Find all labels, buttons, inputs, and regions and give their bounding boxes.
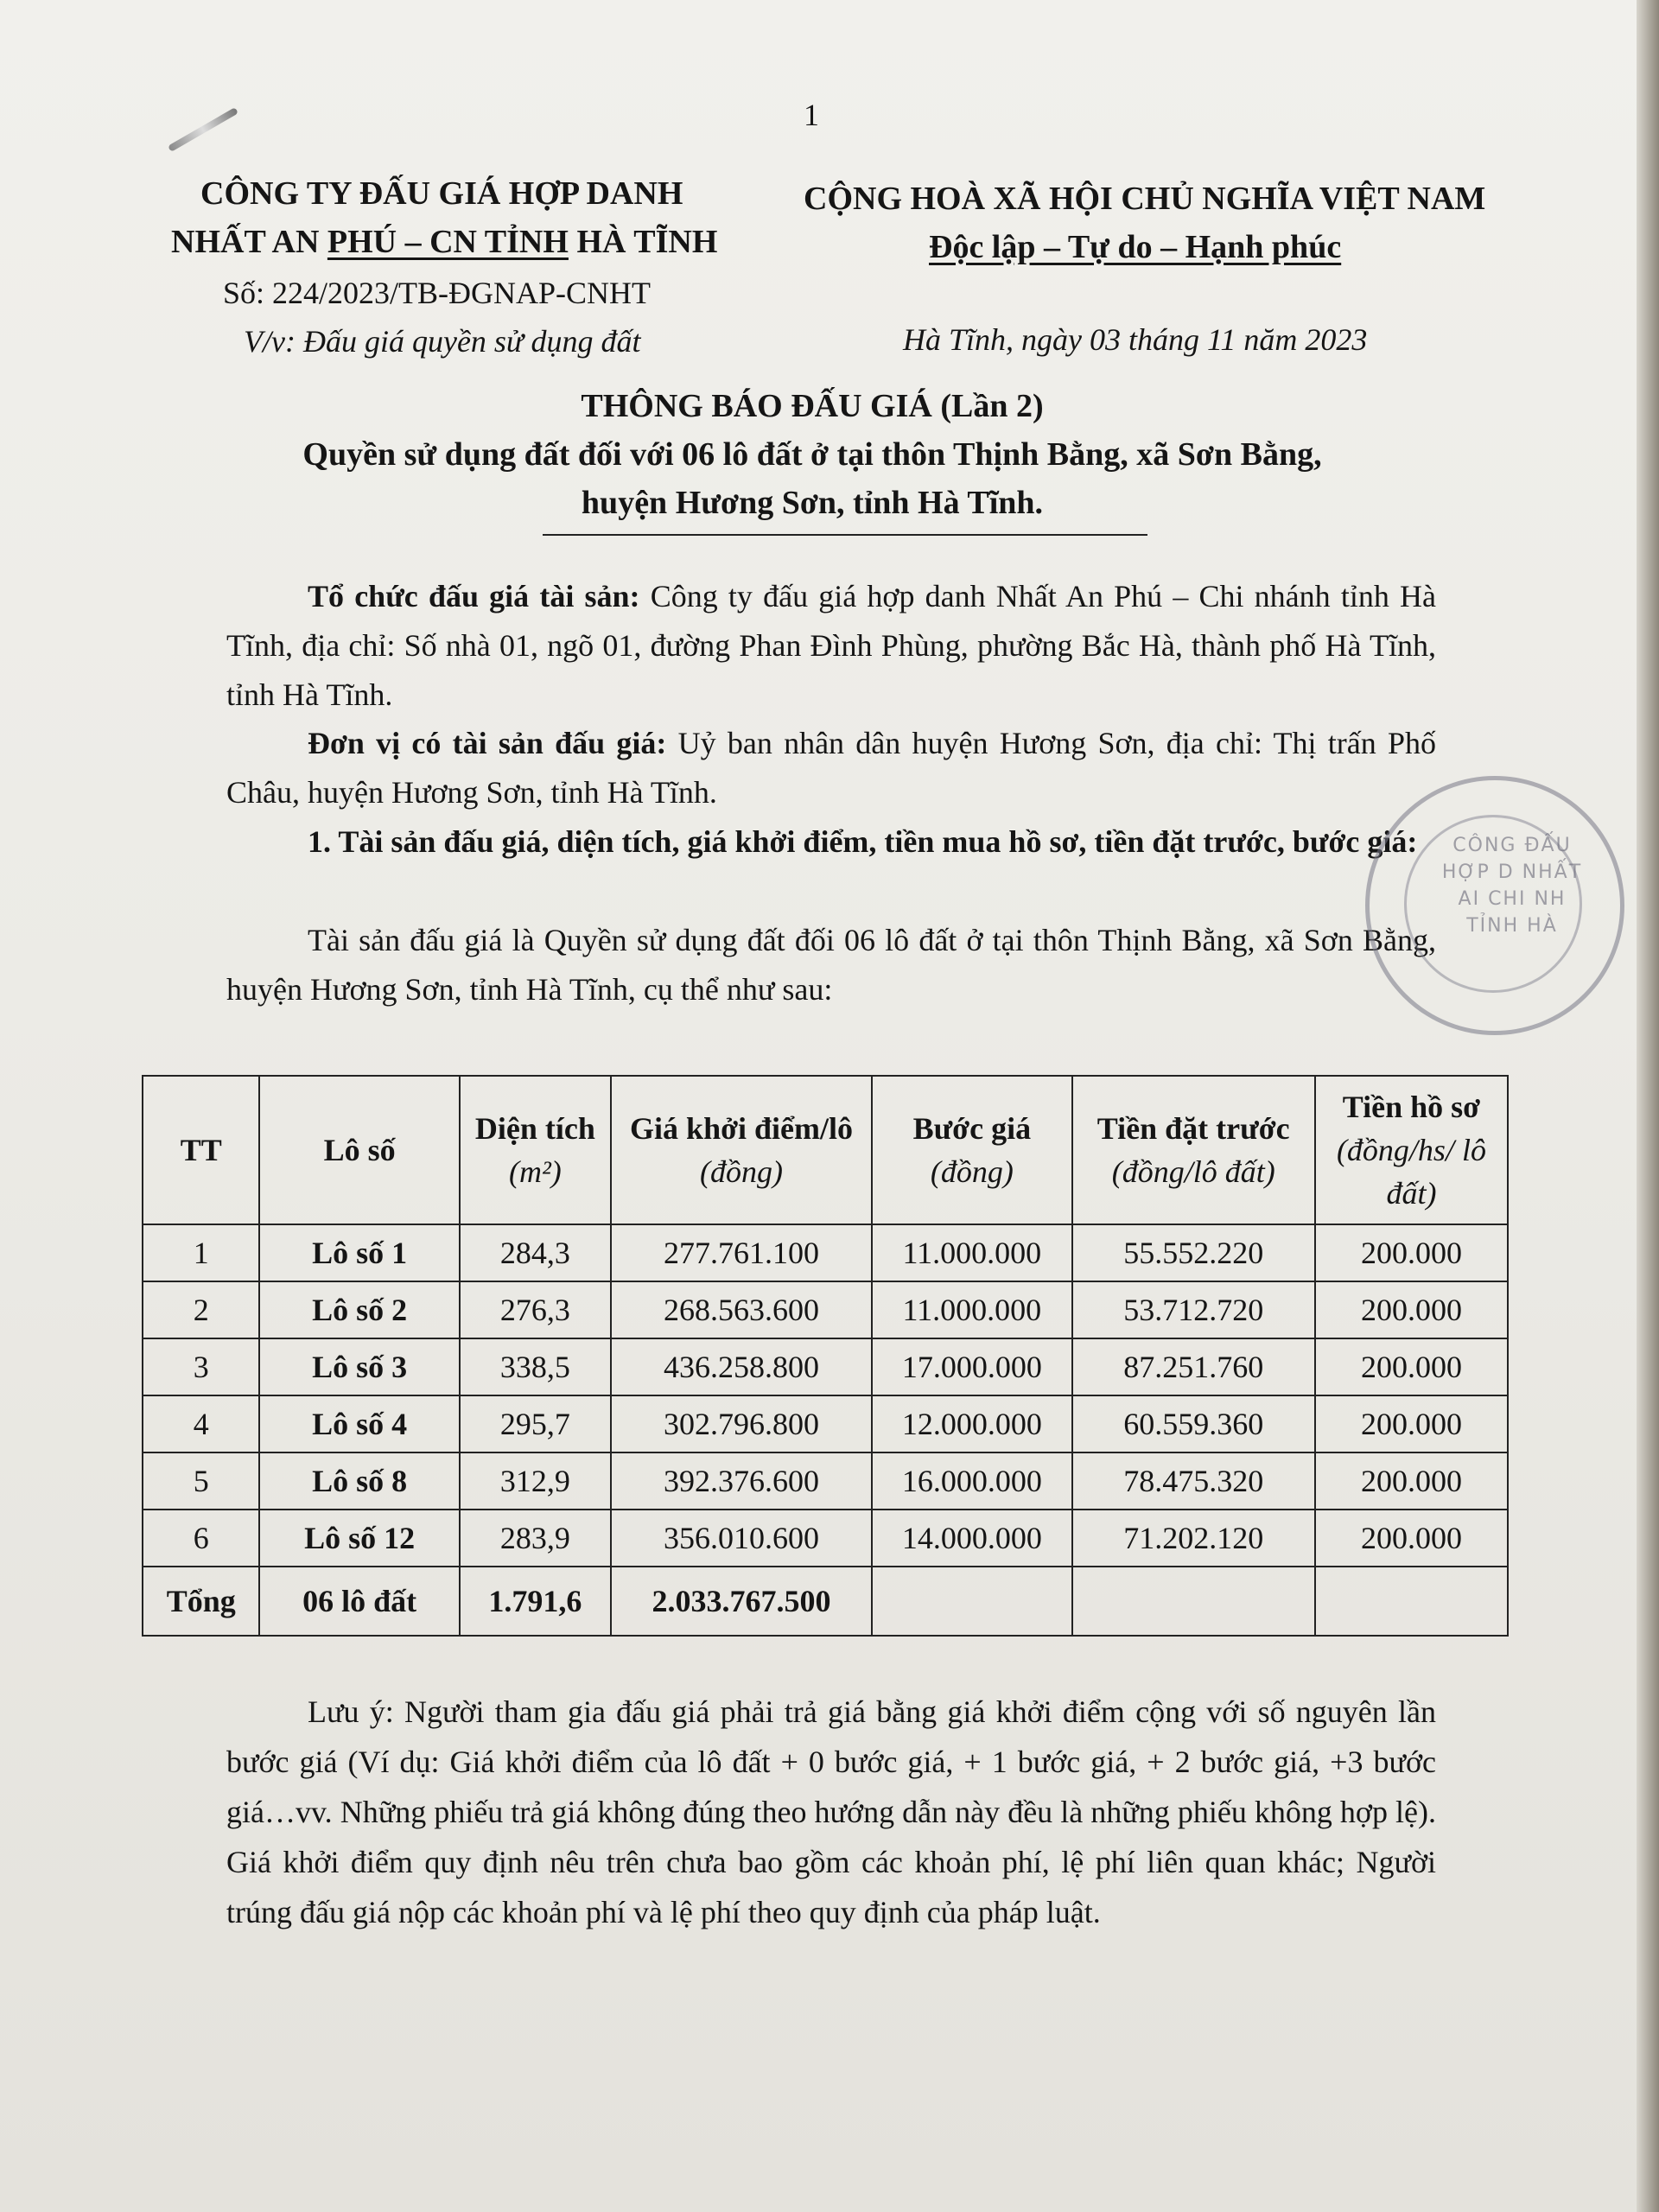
- cell-area: 283,9: [460, 1510, 611, 1567]
- cell-area: 276,3: [460, 1281, 611, 1338]
- cell-price: 277.761.100: [611, 1224, 872, 1281]
- cell-price: 392.376.600: [611, 1452, 872, 1510]
- cell-lot: Lô số 2: [259, 1281, 459, 1338]
- cell-deposit: 55.552.220: [1072, 1224, 1315, 1281]
- header-start-price: Giá khởi điểm/lô (đồng): [611, 1076, 872, 1224]
- company-name-underlined: PHÚ – CN TỈNH: [327, 224, 569, 260]
- cell-fee: 200.000: [1315, 1452, 1508, 1510]
- cell-tt: 6: [143, 1510, 259, 1567]
- total-label: Tổng: [143, 1567, 259, 1636]
- page-number: 1: [804, 98, 819, 132]
- notice-subtitle-line1: Quyền sử dụng đất đối với 06 lô đất ở tại thôn Thịnh Bằng, xã Sơn Bằng,: [302, 436, 1322, 473]
- company-name-part1: NHẤT AN: [171, 224, 327, 260]
- cell-tt: 5: [143, 1452, 259, 1510]
- notice-title: THÔNG BÁO ĐẤU GIÁ (Lần 2): [581, 388, 1044, 424]
- header-deposit: Tiền đặt trước (đồng/lô đất): [1072, 1076, 1315, 1224]
- header-lot: Lô số: [259, 1076, 459, 1224]
- cell-area: 312,9: [460, 1452, 611, 1510]
- section1-heading: 1. Tài sản đấu giá, diện tích, giá khởi điểm, tiền mua hồ sơ, tiền đặt trước, bước giá:: [308, 824, 1418, 859]
- lots-table: [142, 1075, 1509, 1637]
- place-and-date: Hà Tĩnh, ngày 03 tháng 11 năm 2023: [903, 322, 1368, 357]
- company-name-line1: CÔNG TY ĐẤU GIÁ HỢP DANH: [200, 175, 683, 212]
- cell-tt: 2: [143, 1281, 259, 1338]
- official-stamp: [1365, 776, 1624, 1035]
- owner-text: Uỷ ban nhân dân huyện Hương Sơn, địa chỉ: Thị trấn Phố Châu, huyện Hương Sơn, tỉnh Hà Tĩnh.: [226, 726, 1436, 810]
- table-row: [143, 1281, 1508, 1338]
- total-price: 2.033.767.500: [611, 1567, 872, 1636]
- cell-area: 338,5: [460, 1338, 611, 1395]
- notice-subtitle-line2: huyện Hương Sơn, tỉnh Hà Tĩnh.: [581, 485, 1044, 521]
- organizer-text: Công ty đấu giá hợp danh Nhất An Phú – Chi nhánh tỉnh Hà Tĩnh, địa chỉ: Số nhà 01, ngõ 01, đường Phan Đình Phùng, phường Bắc Hà, thành phố Hà Tĩnh, tỉnh Hà Tĩnh.: [226, 579, 1436, 712]
- total-area: 1.791,6: [460, 1567, 611, 1636]
- header-price-step: Bước giá (đồng): [872, 1076, 1071, 1224]
- cell-step: 11.000.000: [872, 1281, 1071, 1338]
- cell-deposit: 78.475.320: [1072, 1452, 1315, 1510]
- cell-deposit: 71.202.120: [1072, 1510, 1315, 1567]
- total-lots: 06 lô đất: [259, 1567, 459, 1636]
- document-subject: V/v: Đấu giá quyền sử dụng đất: [244, 324, 641, 359]
- cell-deposit: 60.559.360: [1072, 1395, 1315, 1452]
- cell-lot: Lô số 3: [259, 1338, 459, 1395]
- table-header-row: [143, 1076, 1508, 1224]
- header-dossier-fee: Tiền hồ sơ (đồng/hs/ lô đất): [1315, 1076, 1508, 1224]
- table-row: [143, 1452, 1508, 1510]
- national-motto: Độc lập – Tự do – Hạnh phúc: [929, 229, 1342, 265]
- cell-tt: 4: [143, 1395, 259, 1452]
- header-tt: TT: [143, 1076, 259, 1224]
- cell-price: 268.563.600: [611, 1281, 872, 1338]
- cell-tt: 1: [143, 1224, 259, 1281]
- header-area: Diện tích (m²): [460, 1076, 611, 1224]
- cell-area: 284,3: [460, 1224, 611, 1281]
- note-paragraph: Lưu ý: Người tham gia đấu giá phải trả giá bằng giá khởi điểm cộng với số nguyên lần bước giá (Ví dụ: Giá khởi điểm của lô đất + 0 bước giá, + 1 bước giá, + 2 bước giá, +3 bước giá…vv. Những phiếu trả giá không đúng theo hướng dẫn này đều là những phiếu không hợp lệ). Giá khởi điểm quy định nêu trên chưa bao gồm các khoản phí, lệ phí liên quan khác; Người trúng đấu giá nộp các khoản phí và lệ phí theo quy định của pháp luật.: [226, 1694, 1436, 1929]
- cell-fee: 200.000: [1315, 1281, 1508, 1338]
- cell-step: 17.000.000: [872, 1338, 1071, 1395]
- cell-area: 295,7: [460, 1395, 611, 1452]
- paper-edge: [1637, 0, 1659, 2212]
- cell-deposit: 53.712.720: [1072, 1281, 1315, 1338]
- cell-step: 14.000.000: [872, 1510, 1071, 1567]
- owner-label: Đơn vị có tài sản đấu giá:: [308, 726, 667, 760]
- cell-lot: Lô số 8: [259, 1452, 459, 1510]
- total-empty-deposit: [1072, 1567, 1315, 1636]
- title-underline: [543, 534, 1147, 536]
- cell-lot: Lô số 12: [259, 1510, 459, 1567]
- total-empty-fee: [1315, 1567, 1508, 1636]
- table-total-row: [143, 1567, 1508, 1636]
- nation-title: CỘNG HOÀ XÃ HỘI CHỦ NGHĨA VIỆT NAM: [804, 181, 1486, 217]
- cell-fee: 200.000: [1315, 1338, 1508, 1395]
- cell-deposit: 87.251.760: [1072, 1338, 1315, 1395]
- cell-step: 16.000.000: [872, 1452, 1071, 1510]
- owner-paragraph: [226, 719, 1436, 817]
- organizer-paragraph: [226, 572, 1436, 720]
- stamp-text: CÔNG ĐẤU HỢP D NHẤT AI CHI NH TỈNH HÀ: [1441, 835, 1583, 937]
- table-row: [143, 1338, 1508, 1395]
- cell-lot: Lô số 4: [259, 1395, 459, 1452]
- cell-price: 356.010.600: [611, 1510, 872, 1567]
- cell-step: 11.000.000: [872, 1224, 1071, 1281]
- document-number: Số: 224/2023/TB-ĐGNAP-CNHT: [223, 276, 652, 310]
- pen-mark: [168, 107, 238, 152]
- table-row: [143, 1395, 1508, 1452]
- cell-fee: 200.000: [1315, 1510, 1508, 1567]
- cell-tt: 3: [143, 1338, 259, 1395]
- table-row: [143, 1224, 1508, 1281]
- organizer-label: Tổ chức đấu giá tài sản:: [308, 579, 640, 613]
- company-name-line2: [171, 223, 717, 261]
- total-empty-step: [872, 1567, 1071, 1636]
- table-row: [143, 1510, 1508, 1567]
- cell-lot: Lô số 1: [259, 1224, 459, 1281]
- cell-fee: 200.000: [1315, 1224, 1508, 1281]
- company-name-part3: HÀ TĨNH: [568, 224, 718, 260]
- section1-intro: Tài sản đấu giá là Quyền sử dụng đất đối 06 lô đất ở tại thôn Thịnh Bằng, xã Sơn Bằng, huyện Hương Sơn, tỉnh Hà Tĩnh, cụ thể như sau:: [226, 923, 1436, 1007]
- cell-step: 12.000.000: [872, 1395, 1071, 1452]
- cell-price: 436.258.800: [611, 1338, 872, 1395]
- cell-fee: 200.000: [1315, 1395, 1508, 1452]
- cell-price: 302.796.800: [611, 1395, 872, 1452]
